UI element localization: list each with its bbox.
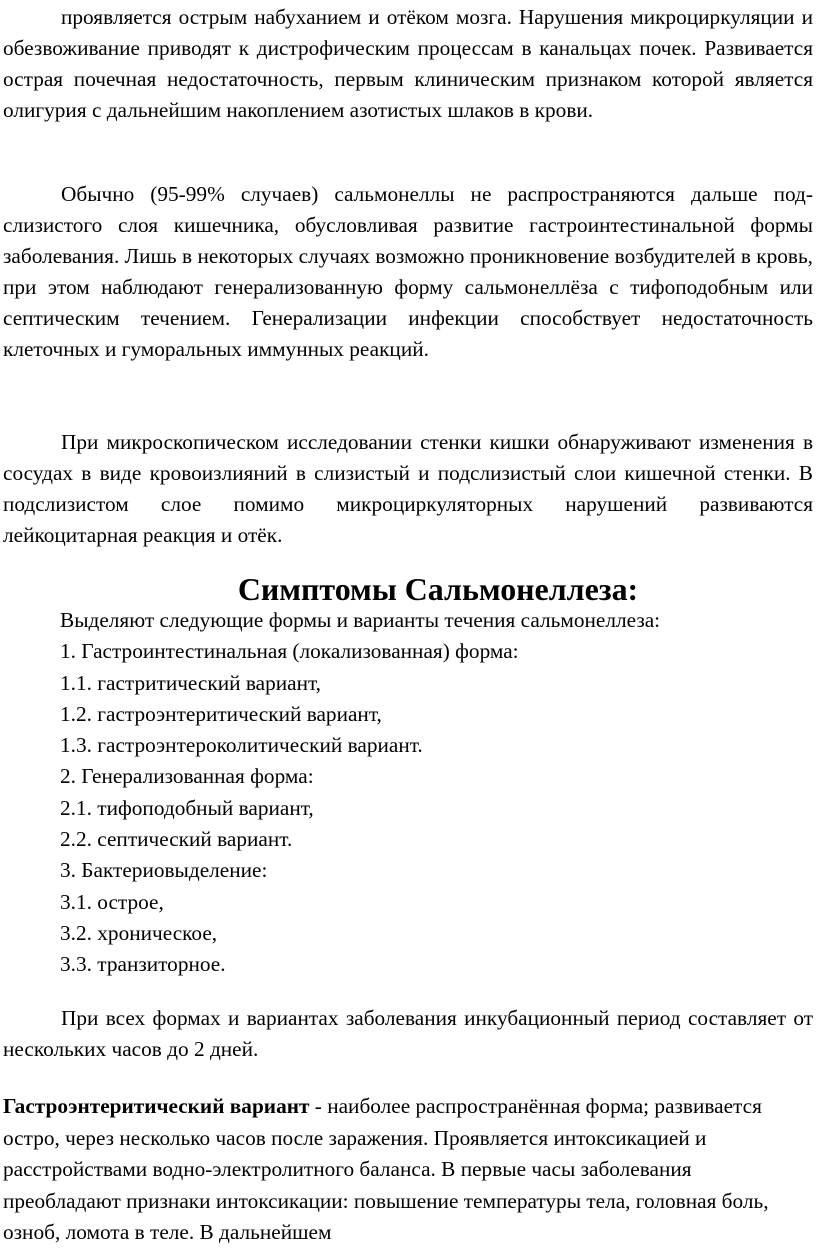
paragraph-brain-edema-kidney: проявляется острым набуханием и отёком мозга. Нарушения микроциркуляции и обезвоживание приводят к дистрофическим процессам в канальцах почек. Развивается острая почечная недостаточность, первым клиническим признаком которой является олигурия с дальнейшим накоплением азотистых шлаков в крови. bbox=[3, 5, 813, 122]
paragraph-gastroenteritic-variant bbox=[3, 1091, 793, 1249]
list-item: 3.1. острое, bbox=[60, 889, 164, 914]
list-item: 1.1. гастритический вариант, bbox=[60, 670, 321, 695]
paragraph-incubation-period: При всех формах и вариантах заболевания инкубационный период составляет от нескольких часов до 2 дней. bbox=[3, 1006, 813, 1061]
list-item: 3.3. транзиторное. bbox=[60, 952, 226, 977]
gastroenteritic-term: Гастроэнтеритический вариант bbox=[3, 1094, 310, 1118]
list-item: 2.2. септический вариант. bbox=[60, 827, 293, 852]
list-item: 3. Бактериовыделение: bbox=[60, 858, 268, 883]
forms-list bbox=[60, 605, 660, 981]
list-item: 2.1. тифоподобный вариант, bbox=[60, 795, 314, 820]
list-item: 1. Гастроинтестинальная (локализованная) форма: bbox=[60, 639, 519, 664]
list-item: 2. Генерализованная форма: bbox=[60, 764, 314, 789]
paragraph-microscopic-study: При микроскопическом исследовании стенки кишки обнаруживают изменения в сосудах в виде кровоизлияний в слизистый и подслизистый слои кишечной стенки. В подслизистом слое помимо микроциркуляторных нарушений развиваются лейкоцитарная реакция и отёк. bbox=[3, 430, 813, 547]
list-item: 1.3. гастроэнтероколитический вариант. bbox=[60, 733, 423, 758]
list-item: 1.2. гастроэнтеритический вариант, bbox=[60, 701, 382, 726]
symptoms-heading: Симптомы Сальмонеллеза: bbox=[237, 572, 639, 607]
gastroenteritic-description: - наиболее распространённая форма; развивается остро, через несколько часов после заражения. Проявляется интоксикацией и расстройствами водно-электролитного баланса. В первые часы заболевания преобладают признаки интоксикации: повышение температуры тела, головная боль, озноб, ломота в теле. В дальнейшем bbox=[3, 1094, 769, 1244]
list-intro: Выделяют следующие формы и варианты течения сальмонеллеза: bbox=[60, 608, 661, 632]
list-item: 3.2. хроническое, bbox=[60, 920, 218, 945]
paragraph-salmonella-spread: Обычно (95-99% случаев) сальмонеллы не распространяются дальше под-слизистого слоя кишечника, обусловливая развитие гастроинтестинальной формы заболевания. Лишь в некоторых случаях возможно проникновение возбудителей в кровь, при этом наблюдают генерализованную форму сальмонеллёза с тифоподобным или септическим течением. Генерализации инфекции способствует недостаточность клеточных и гуморальных иммунных реакций. bbox=[3, 182, 813, 361]
